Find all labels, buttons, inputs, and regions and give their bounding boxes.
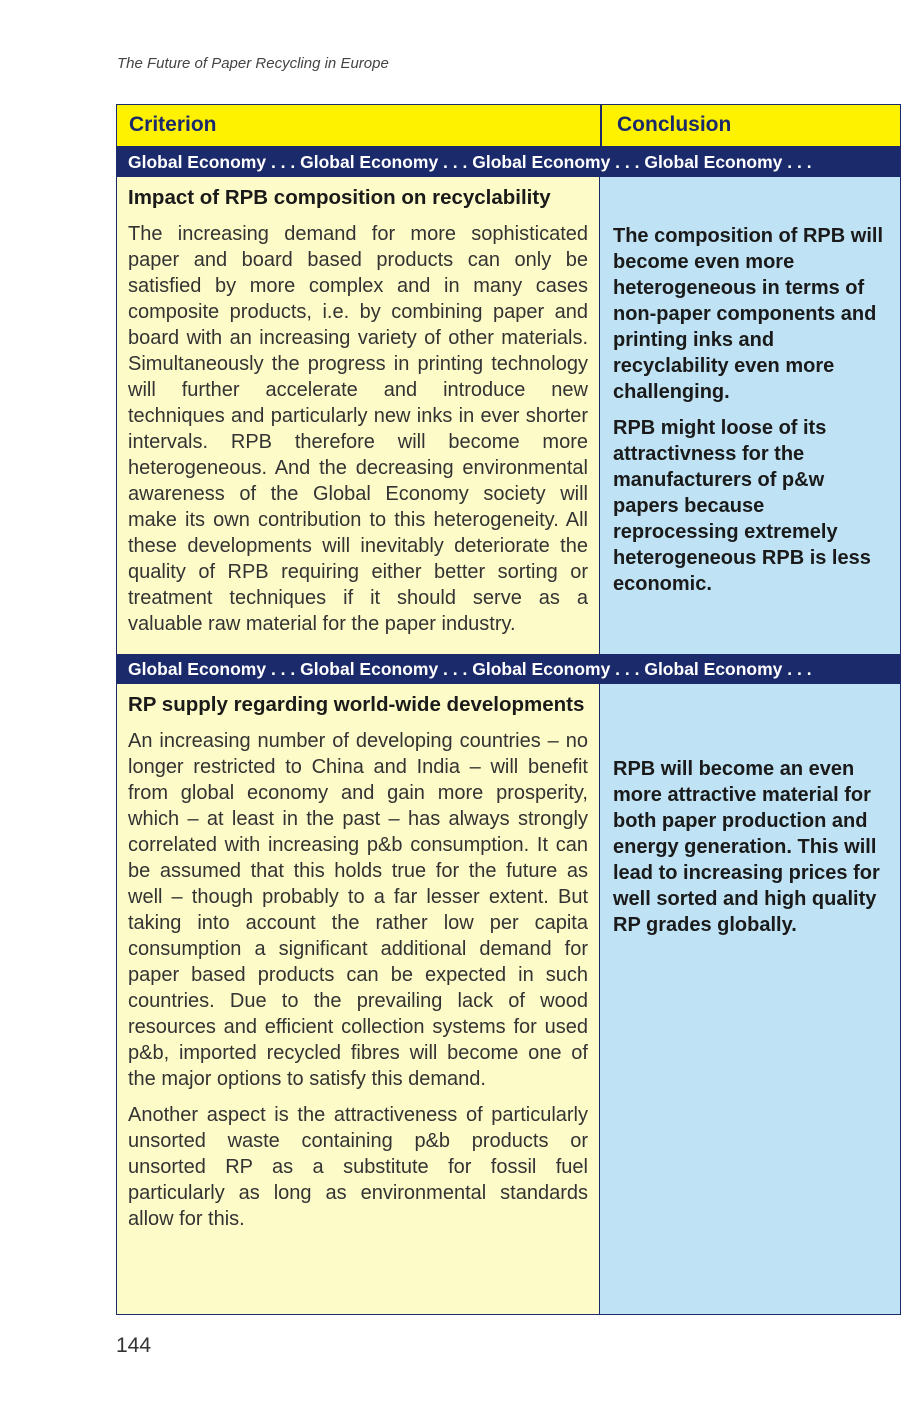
page-number: 144: [116, 1334, 152, 1357]
section-band: Global Economy . . . Global Economy . . . Global Economy . . . Global Economy . . .: [117, 654, 900, 684]
conclusion-paragraph: The composition of RPB will become even more heterogeneous in terms of non-paper components and printing inks and recyclability even more challenging.: [613, 225, 883, 403]
conclusion-cell: [600, 684, 900, 1314]
criterion-header: Criterion: [129, 113, 217, 136]
table-section: [117, 684, 900, 1314]
criterion-cell: [117, 684, 600, 1314]
running-head: The Future of Paper Recycling in Europe: [117, 55, 389, 72]
section-title: Impact of RPB composition on recyclability: [128, 186, 551, 209]
criterion-cell: [117, 177, 600, 654]
criterion-paragraph: The increasing demand for more sophisticated paper and board based products can only be satisfied by more complex and in many cases composite products, i.e. by combining paper and board with an increasing variety of other materials. Simultaneously the progress in printing technology will further accelerate and introduce new techniques and particularly new inks in ever shorter intervals. RPB therefore will become more heterogeneous. And the decreasing environmental awareness of the Global Economy society will make its own contribution to this heterogeneity. All these developments will inevitably deteriorate the quality of RPB requiring either better sorting or treatment techniques if it should serve as a valuable raw material for the paper industry.: [128, 223, 588, 635]
conclusion-cell: [600, 177, 900, 654]
conclusion-paragraph: RPB might loose of its attractivness for the manufacturers of p&w papers because reprocessing extremely heterogeneous RPB is less economic.: [613, 417, 871, 595]
criteria-table: [116, 104, 901, 1315]
header-divider: [600, 105, 602, 147]
conclusion-paragraph: RPB will become an even more attractive material for both paper production and energy generation. This will lead to increasing prices for well sorted and high quality RP grades globally.: [613, 758, 880, 936]
conclusion-header: Conclusion: [617, 113, 732, 136]
table-header-row: [117, 105, 900, 147]
criterion-paragraph: An increasing number of developing countries – no longer restricted to China and India – will benefit from global economy and gain more prosperity, which – at least in the past – has always strongly correlated with increasing p&b consumption. It can be assumed that this holds true for the future as well – though probably to a far lesser extent. But taking into account the rather low per capita consumption a significant additional demand for paper based products can be expected in such countries. Due to the prevailing lack of wood resources and efficient collection systems for used p&b, imported recycled fibres will become one of the major options to satisfy this demand.: [128, 730, 588, 1090]
criterion-paragraph: Another aspect is the attractiveness of particularly unsorted waste containing p&b products or unsorted RP as a substitute for fossil fuel particularly as long as environmental standards allow for this.: [128, 1104, 588, 1230]
table-section: [117, 177, 900, 654]
section-title: RP supply regarding world-wide developments: [128, 693, 585, 716]
section-band: Global Economy . . . Global Economy . . . Global Economy . . . Global Economy . . .: [117, 147, 900, 177]
